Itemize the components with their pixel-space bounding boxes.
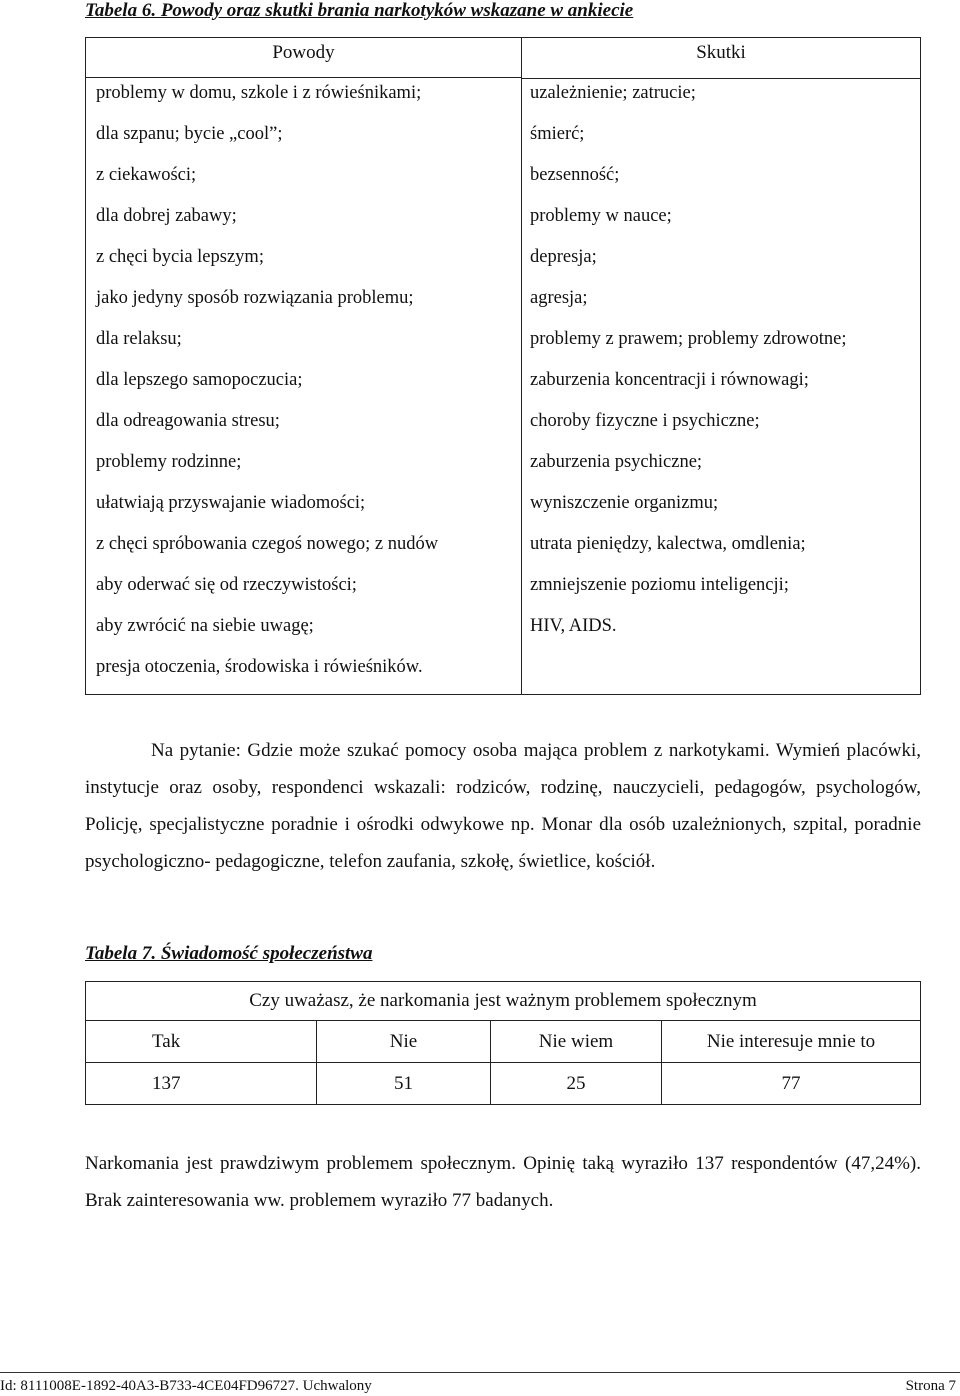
reasons-column bbox=[86, 78, 522, 694]
effect-item: HIV, AIDS. bbox=[530, 616, 617, 636]
header-not-interested: Nie interesuje mnie to bbox=[662, 1021, 921, 1063]
table7-caption-text: Tabela 7. Świadomość społeczeństwa bbox=[85, 943, 373, 964]
effect-item: depresja; bbox=[530, 247, 597, 267]
reason-item: dla relaksu; bbox=[96, 329, 182, 349]
effect-item: bezsenność; bbox=[530, 165, 620, 185]
effect-item: zmniejszenie poziomu inteligencji; bbox=[530, 575, 789, 595]
effect-item: zaburzenia koncentracji i równowagi; bbox=[530, 370, 809, 390]
reason-item: presja otoczenia, środowiska i rówieśników. bbox=[96, 657, 423, 677]
document-id: Id: 8111008E-1892-40A3-B733-4CE04FD96727. Uchwalony bbox=[0, 1378, 372, 1394]
help-paragraph-text: Na pytanie: Gdzie może szukać pomocy osoba mająca problem z narkotykami. Wymień placówki, instytucje oraz osoby, respondenci wskazali: rodziców, rodzinę, nauczycieli, pedagogów, psychologów, Policję, specjalistyczne poradnie i ośrodki odwykowe np. Monar dla osób uzależnionych, szpital, poradnie psychologiczno- pedagogiczne, telefon zaufania, szkołę, świetlice, kościół. bbox=[85, 740, 921, 872]
page-number: Strona 7 bbox=[905, 1378, 956, 1394]
effect-item: wyniszczenie organizmu; bbox=[530, 493, 719, 513]
effect-item: utrata pieniędzy, kalectwa, omdlenia; bbox=[530, 534, 806, 554]
reason-item: dla dobrej zabawy; bbox=[96, 206, 237, 226]
reason-item: dla odreagowania stresu; bbox=[96, 411, 280, 431]
header-dont-know: Nie wiem bbox=[491, 1021, 662, 1063]
reason-item: z chęci spróbowania czegoś nowego; z nudów bbox=[96, 534, 439, 554]
table7-caption bbox=[85, 943, 372, 965]
reason-item: z chęci bycia lepszym; bbox=[96, 247, 264, 267]
value-not-interested: 77 bbox=[662, 1063, 921, 1105]
value-no: 51 bbox=[317, 1063, 491, 1105]
awareness-question: Czy uważasz, że narkomania jest ważnym problemem społecznym bbox=[86, 982, 921, 1021]
reason-item: problemy rodzinne; bbox=[96, 452, 242, 472]
effect-item: problemy z prawem; problemy zdrowotne; bbox=[530, 329, 847, 349]
value-yes: 137 bbox=[86, 1063, 317, 1105]
effect-item: zaburzenia psychiczne; bbox=[530, 452, 703, 472]
effect-item: agresja; bbox=[530, 288, 588, 308]
header-reasons: Powody bbox=[86, 38, 522, 78]
help-paragraph bbox=[85, 732, 921, 880]
reason-item: z ciekawości; bbox=[96, 165, 197, 185]
header-effects: Skutki bbox=[522, 38, 920, 79]
header-no: Nie bbox=[317, 1021, 491, 1063]
reason-item: ułatwiają przyswajanie wiadomości; bbox=[96, 493, 366, 513]
footer-divider bbox=[0, 1372, 960, 1373]
table6-caption-text: Tabela 6. Powody oraz skutki brania narkotyków wskazane w ankiecie bbox=[85, 0, 634, 21]
reason-item: dla szpanu; bycie „cool”; bbox=[96, 124, 283, 144]
effect-item: choroby fizyczne i psychiczne; bbox=[530, 411, 760, 431]
conclusion-paragraph bbox=[85, 1145, 921, 1219]
table6-caption bbox=[85, 0, 633, 22]
reason-item: aby oderwać się od rzeczywistości; bbox=[96, 575, 357, 595]
effect-item: problemy w nauce; bbox=[530, 206, 672, 226]
reason-item: dla lepszego samopoczucia; bbox=[96, 370, 303, 390]
effect-item: śmierć; bbox=[530, 124, 585, 144]
page-footer bbox=[0, 1372, 960, 1396]
reasons-effects-table bbox=[85, 37, 921, 695]
effects-column bbox=[522, 78, 920, 694]
reason-item: jako jedyny sposób rozwiązania problemu; bbox=[96, 288, 414, 308]
reason-item: aby zwrócić na siebie uwagę; bbox=[96, 616, 314, 636]
awareness-table bbox=[85, 981, 921, 1105]
reason-item: problemy w domu, szkole i z rówieśnikami; bbox=[96, 83, 422, 103]
value-dont-know: 25 bbox=[491, 1063, 662, 1105]
header-yes: Tak bbox=[86, 1021, 317, 1063]
effect-item: uzależnienie; zatrucie; bbox=[530, 83, 696, 103]
conclusion-paragraph-text: Narkomania jest prawdziwym problemem społecznym. Opinię taką wyraziło 137 respondentów (47,24%). Brak zainteresowania ww. problemem wyraziło 77 badanych. bbox=[85, 1153, 921, 1211]
